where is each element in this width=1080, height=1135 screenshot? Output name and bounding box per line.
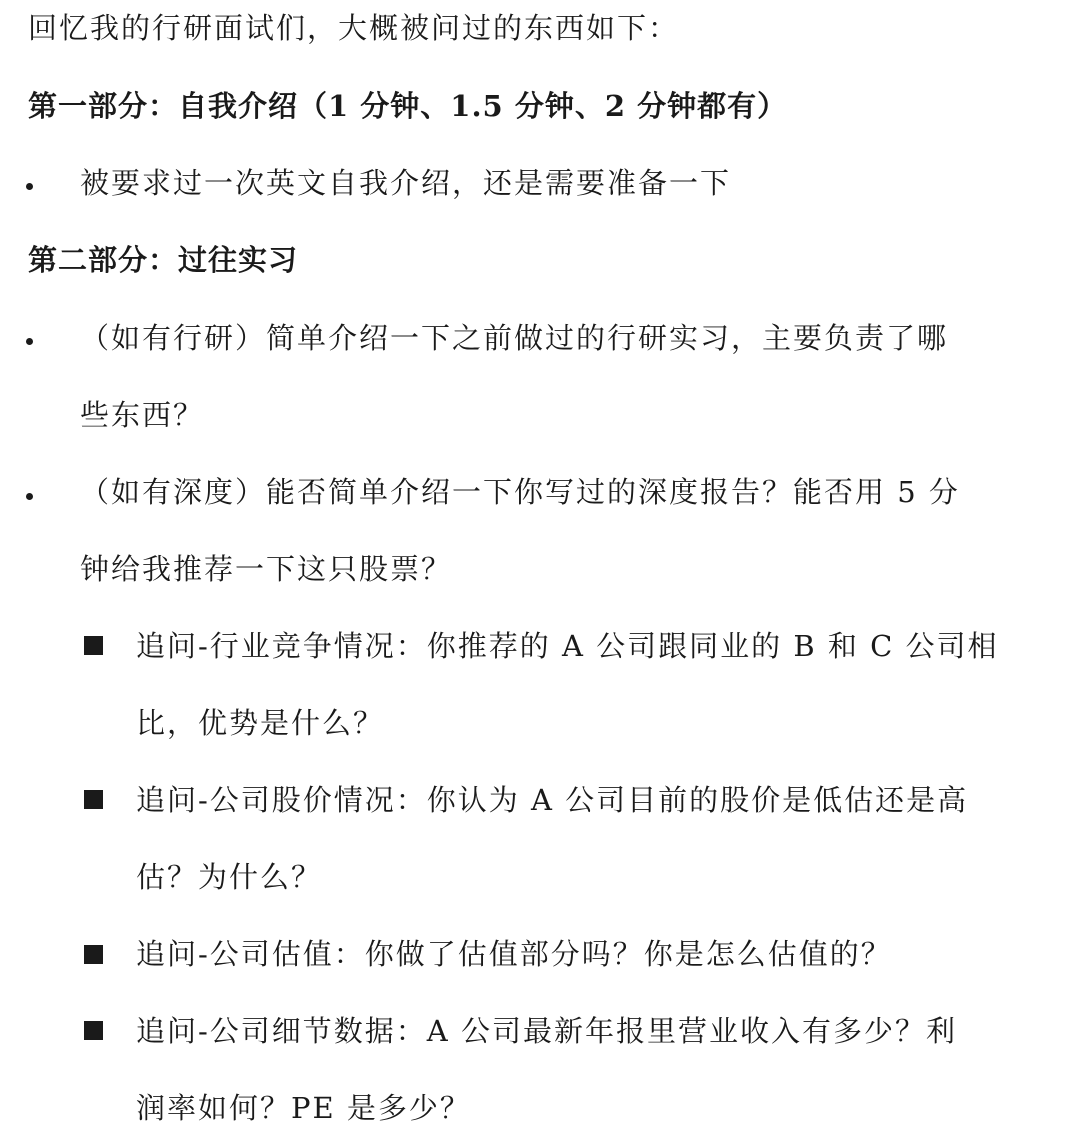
bullet-dot-icon <box>26 338 33 345</box>
bullet-dot-icon <box>26 183 33 190</box>
square-bullet-icon <box>84 945 103 964</box>
section2-heading: 第二部分：过往实习 <box>28 243 299 277</box>
subbullet-3-line1: 追问-公司估值：你做了估值部分吗？你是怎么估值的？ <box>136 937 892 971</box>
bullet-dot-icon <box>26 493 33 500</box>
square-bullet-icon <box>84 1021 103 1040</box>
subbullet-2-line1: 追问-公司股价情况：你认为 A 公司目前的股价是低估还是高 <box>136 783 969 817</box>
section1-bullet-1: 被要求过一次英文自我介绍，还是需要准备一下 <box>80 166 732 200</box>
section2-bullet-1-line1: （如有行研）简单介绍一下之前做过的行研实习，主要负责了哪 <box>80 321 949 355</box>
subbullet-4-line2: 润率如何？PE 是多少？ <box>136 1091 471 1125</box>
subbullet-4-line1: 追问-公司细节数据：A 公司最新年报里营业收入有多少？利 <box>136 1014 957 1048</box>
subbullet-1-line2: 比，优势是什么？ <box>136 706 385 740</box>
subbullet-1-line1: 追问-行业竞争情况：你推荐的 A 公司跟同业的 B 和 C 公司相 <box>136 629 999 663</box>
section2-bullet-2-line2: 钟给我推荐一下这只股票？ <box>80 552 453 586</box>
square-bullet-icon <box>84 790 103 809</box>
section1-heading: 第一部分：自我介绍（1 分钟、1.5 分钟、2 分钟都有） <box>28 89 788 123</box>
square-bullet-icon <box>84 636 103 655</box>
intro-text: 回忆我的行研面试们，大概被问过的东西如下： <box>28 11 680 45</box>
section2-bullet-1-line2: 些东西？ <box>80 398 205 432</box>
subbullet-2-line2: 估？为什么？ <box>136 860 323 894</box>
section2-bullet-2-line1: （如有深度）能否简单介绍一下你写过的深度报告？能否用 5 分 <box>80 475 960 509</box>
